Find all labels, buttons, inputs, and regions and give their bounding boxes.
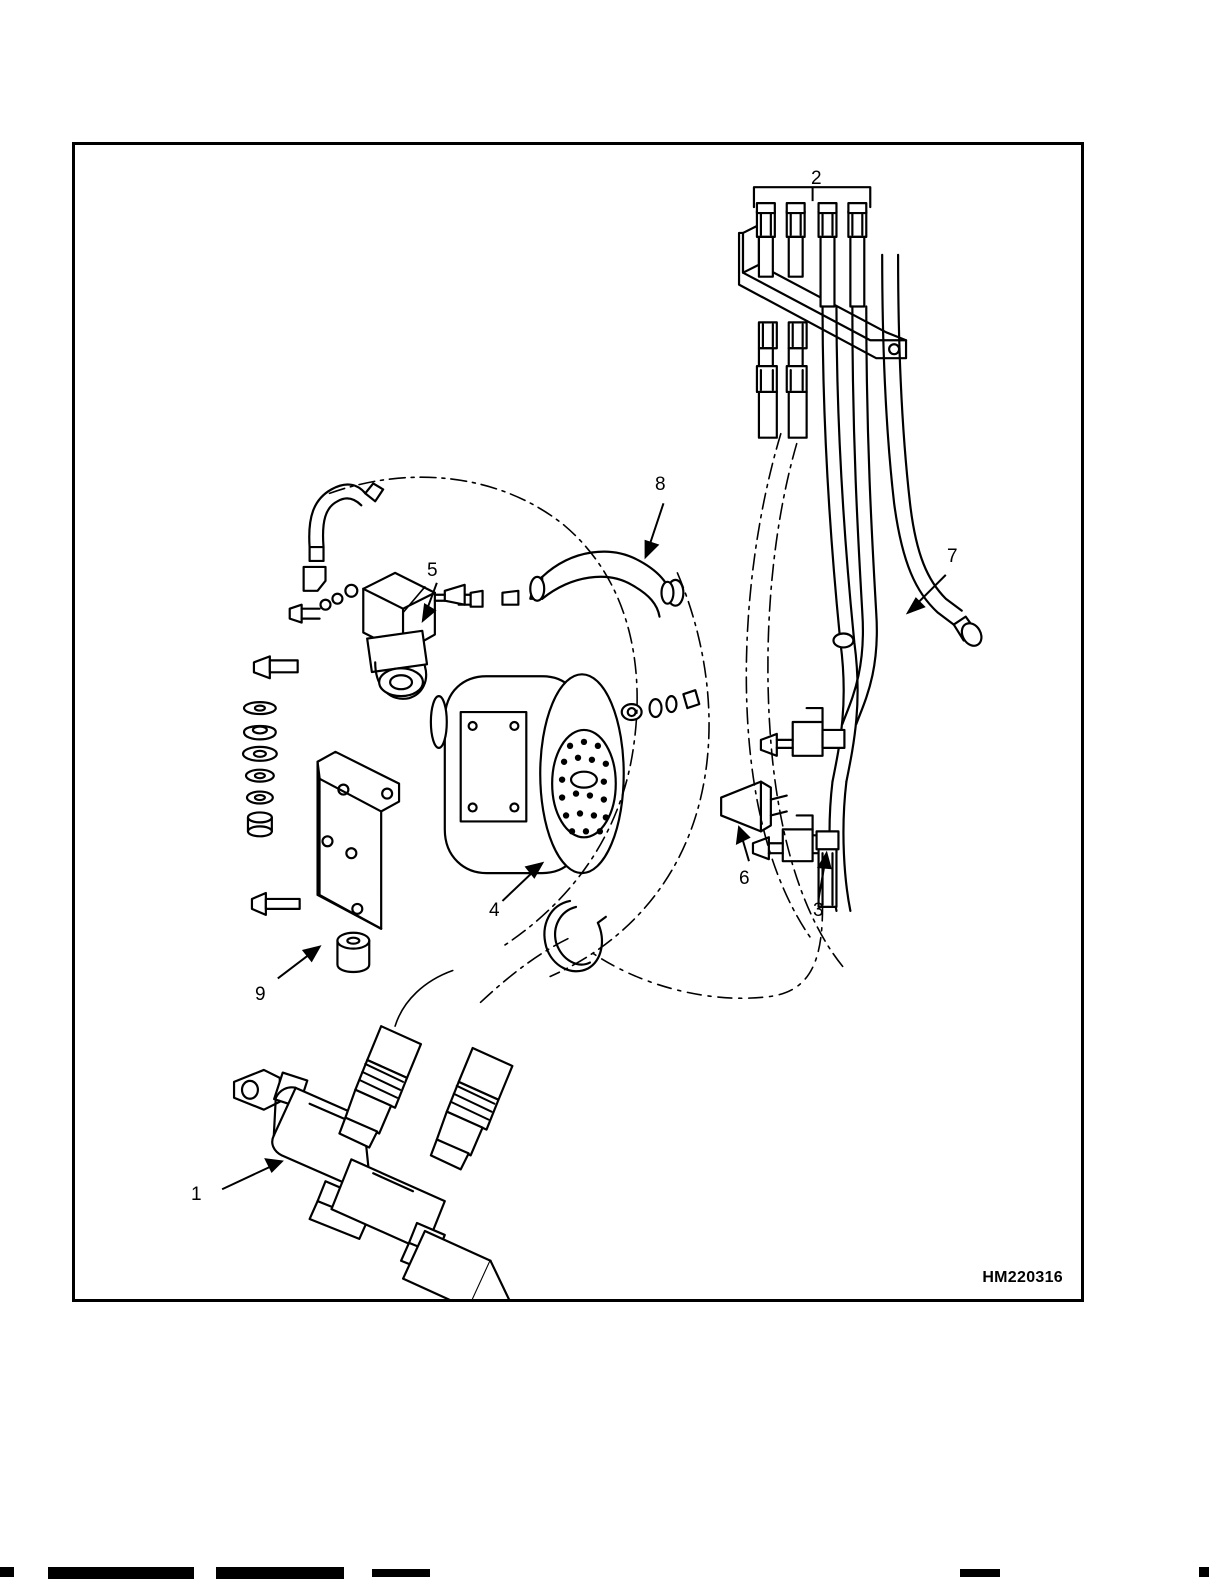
callout-4: 4 (489, 900, 500, 921)
callout-3: 3 (813, 900, 824, 921)
figure-frame (72, 142, 1084, 1302)
callout-7: 7 (947, 546, 958, 567)
page-edge-mark-5 (960, 1569, 1000, 1577)
page-edge-mark-1 (0, 1567, 14, 1577)
hardware-stack (243, 656, 300, 914)
page-edge-mark-4 (372, 1569, 430, 1577)
page-edge-mark-2 (48, 1567, 194, 1579)
drawing-number: HM220316 (982, 1269, 1063, 1286)
supply-hose-8 (459, 552, 684, 617)
fittings-group (592, 708, 844, 998)
hose-bracket-assembly (739, 187, 906, 781)
technical-illustration (75, 145, 1081, 1299)
cylinder-hoses (339, 971, 512, 1170)
page-edge-mark-6 (1199, 1567, 1209, 1577)
callout-6: 6 (739, 868, 750, 889)
mounting-bracket-9 (318, 752, 400, 972)
callout-9: 9 (255, 984, 266, 1005)
callout-2: 2 (811, 168, 822, 189)
page-edge-mark-3 (216, 1567, 344, 1579)
steering-motor-4 (431, 674, 699, 971)
callout-1: 1 (191, 1184, 202, 1205)
control-valve-5 (290, 483, 465, 698)
callout-5: 5 (427, 560, 438, 581)
callout-8: 8 (655, 474, 666, 495)
